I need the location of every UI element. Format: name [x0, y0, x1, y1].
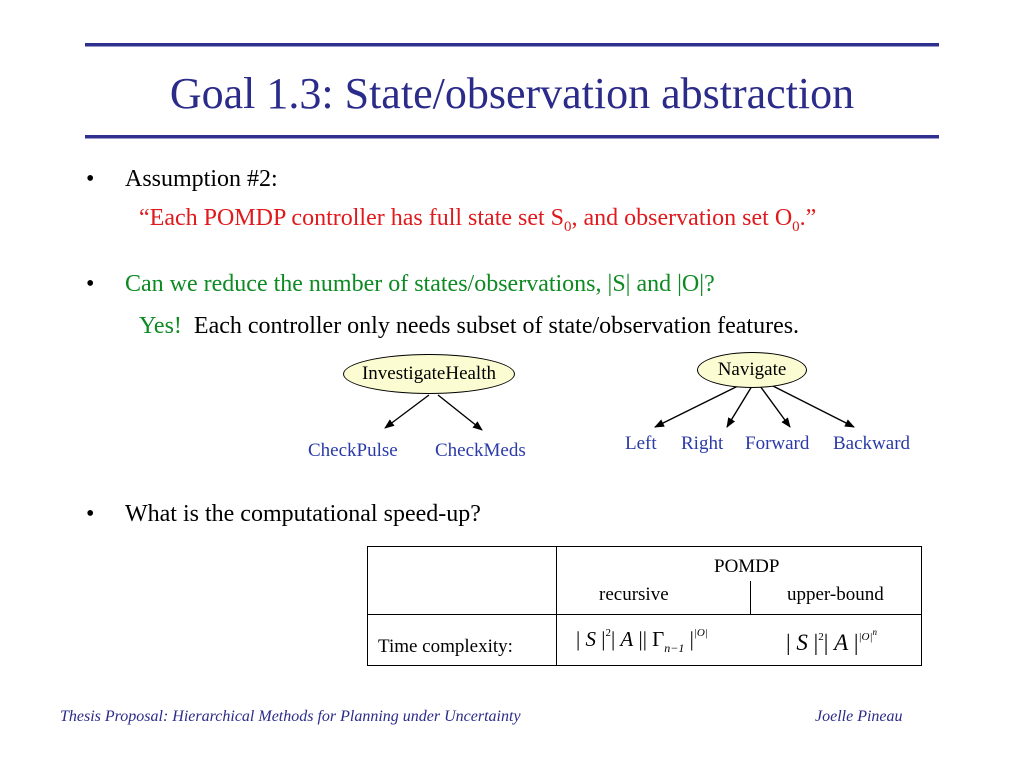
slide-title: Goal 1.3: State/observation abstraction [169, 69, 855, 118]
footer-left: Thesis Proposal: Hierarchical Methods for Planning under Uncertainty [60, 708, 521, 725]
title-rule-bottom [85, 135, 939, 138]
fr-bar-close: | [595, 627, 606, 651]
fu-expO: |O| [858, 631, 873, 643]
table-header-pomdp: POMDP [714, 556, 780, 577]
fr-bar-open: | [576, 627, 586, 651]
bullet-2-question: Can we reduce the number of states/observations, |S| and |O|? [125, 271, 715, 297]
assumption-quote [139, 205, 816, 236]
fr-A: A [620, 627, 634, 651]
fu-bar-open: | [786, 630, 797, 655]
table-divider-horizontal [368, 614, 921, 615]
fu-tail: | [848, 630, 859, 655]
quote-part-3: .” [799, 205, 817, 231]
fr-exp2: 2 [605, 627, 611, 639]
fr-tail: | [684, 627, 694, 651]
table-header-recursive: recursive [599, 584, 669, 605]
tree-leaf-left: Left [625, 433, 657, 454]
table-row-label: Time complexity: [378, 636, 513, 657]
fr-sub: n−1 [664, 641, 685, 655]
fu-expn: n [872, 627, 877, 637]
fr-mid: | [610, 627, 621, 651]
quote-sub-1: 0 [564, 218, 572, 235]
edge-navigate-backward [769, 384, 854, 427]
quote-part-2: , and observation set O [571, 205, 793, 231]
edge-navigate-forward [760, 386, 790, 427]
table-header-upper-bound: upper-bound [787, 584, 884, 605]
fu-A: A [834, 630, 849, 655]
answer-yes: Yes! [139, 313, 182, 339]
bullet-1-marker: • [86, 166, 95, 192]
bullet-3-marker: • [86, 501, 95, 527]
fr-expO: |O| [693, 627, 708, 639]
fu-bar-close: | [807, 630, 819, 655]
bullet-1-text: Assumption #2: [125, 166, 278, 192]
footer-right: Joelle Pineau [815, 708, 903, 725]
fu-exp2: 2 [818, 631, 824, 643]
answer-rest: Each controller only needs subset of state/observation features. [193, 313, 800, 339]
tree-leaf-forward: Forward [745, 433, 810, 454]
complexity-table [367, 546, 922, 666]
tree-leaf-checkpulse: CheckPulse [308, 440, 398, 461]
table-divider-subcolumn [750, 581, 751, 614]
edge-investigate-checkmeds [438, 395, 482, 430]
formula-upper-bound [786, 627, 877, 656]
bullet-3-text: What is the computational speed-up? [125, 501, 481, 527]
fr-S: S [585, 627, 596, 651]
bullet-2-answer [139, 313, 799, 340]
bullet-2-marker: • [86, 271, 95, 297]
fu-S: S [796, 630, 808, 655]
quote-sub-2: 0 [792, 218, 800, 235]
title-rule-top [85, 43, 939, 46]
quote-part-1: “Each POMDP controller has full state set S [139, 205, 565, 231]
tree-leaf-checkmeds: CheckMeds [435, 440, 526, 461]
tree-leaf-backward: Backward [833, 433, 911, 454]
tree-node-navigate: Navigate [697, 352, 807, 388]
tree-node-investigatehealth: InvestigateHealth [343, 354, 515, 394]
edge-navigate-left [655, 384, 742, 427]
formula-recursive [576, 627, 708, 656]
fu-mid: | [823, 630, 835, 655]
edge-investigate-checkpulse [385, 395, 429, 428]
edge-navigate-right [727, 386, 752, 427]
tree-leaf-right: Right [681, 433, 724, 454]
fr-mid2: || Γ [633, 627, 665, 651]
table-divider-vertical [556, 547, 557, 665]
